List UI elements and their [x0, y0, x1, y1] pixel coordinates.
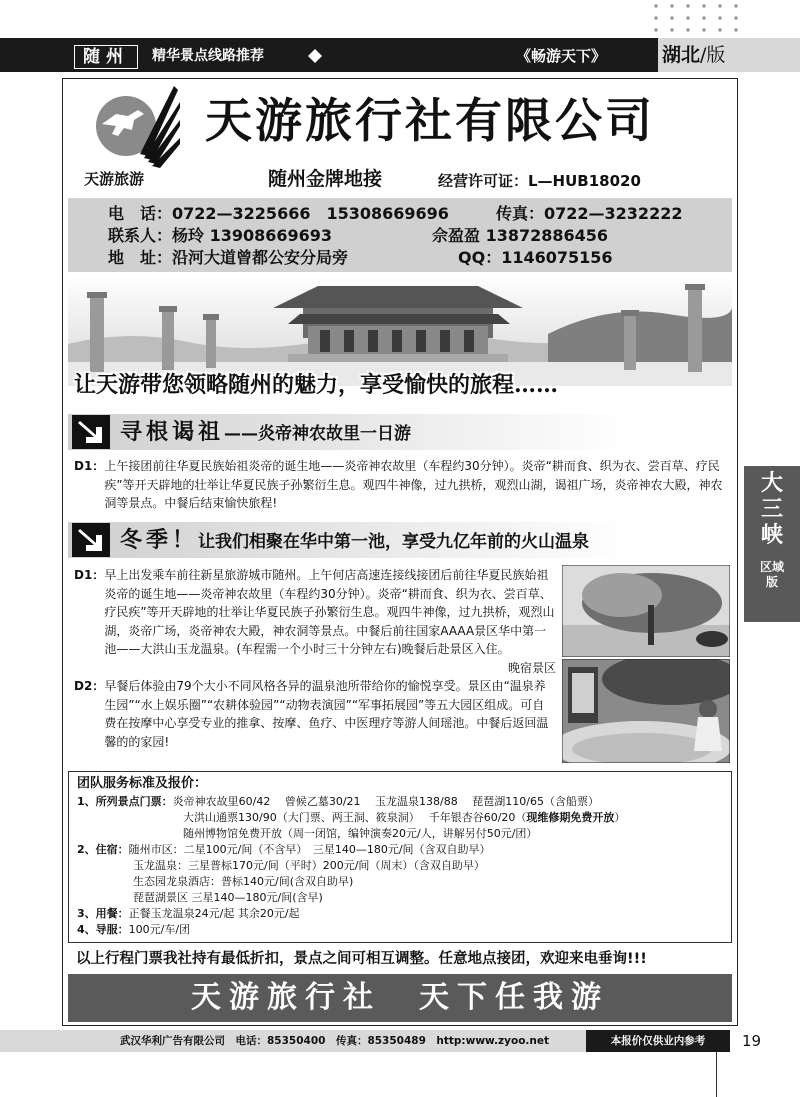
price-line-hotel — [77, 842, 491, 857]
side-tab-subtitle: 区域版 — [759, 560, 784, 589]
page-number: 19 — [742, 1032, 762, 1050]
price-line-tickets-2 — [183, 810, 625, 825]
contact-qq: QQ：1146075156 — [458, 248, 613, 267]
route2-itinerary — [74, 566, 556, 751]
price-tickets-2a: 大洪山通票130/90（大门票、两王洞、筱泉洞） 千年银杏谷60/20（ — [183, 811, 527, 824]
diamond-icon — [307, 48, 323, 64]
price-label-guide: 4、导服： — [77, 923, 129, 936]
decorative-dots — [648, 0, 748, 36]
header-city: 随州 — [74, 45, 138, 69]
route1-itinerary — [74, 457, 730, 513]
route2-title: 冬季！ — [120, 527, 199, 553]
side-tab-title: 大三峡 — [760, 470, 783, 548]
footer-publisher: 武汉华利广告有限公司 电话：85350400 传真：85350489 http:www.zyoo.net — [120, 1035, 550, 1047]
agent-title: 随州金牌地接 — [268, 168, 383, 190]
route2-heading — [120, 525, 589, 557]
contact-person-2: 佘盈盈 13872886456 — [432, 226, 609, 245]
contact-person-1: 联系人：杨玲 13908669693 — [108, 226, 333, 245]
contact-address: 地 址：沿河大道曾都公安分局旁 — [108, 248, 349, 267]
route2-d2-text: 早餐后体验由79个大小不同风格各异的温泉池所带给你的愉悦享受。景区由“温泉养生园”“水上娱乐圈”“农耕体验园”“动物表演园”“军事拓展园”等五大园区组成。可自费在按摩中心享受专业的推拿、按摩、鱼疗、中医理疗等游人间瑶池。中餐后返回温馨的的家园! — [104, 679, 549, 749]
route2-d1-text: 早上出发乘车前往新星旅游城市随州。上午何店高速连接线接团后前往华夏民族始祖炎帝的诞生地——炎帝神农故里（车程约30分钟）。炎帝“耕而食、织为衣、尝百草、疗民疾”等开天辟地的壮举让华夏民族子孙繁衍生息。观四牛神像，过九拱桥，观烈山湖，炎帝广场，炎帝神农大殿，神农洞等景点。中餐后前往国家AAAA景区华中第一池——大洪山玉龙温泉。(车程需一个小时三十分钟左右)晚餐后赴景区入住。 — [104, 568, 555, 656]
footer-disclaimer: 本报价仅供业内参考 — [586, 1030, 730, 1052]
price-line-tickets — [77, 794, 599, 809]
footer-divider — [716, 1052, 717, 1097]
discount-note: 以上行程门票我社持有最低折扣，景点之间可相互调整。任意地点接团，欢迎来电垂询!!! — [76, 951, 647, 967]
company-name: 天游旅行社有限公司 — [205, 94, 655, 149]
price-heading: 团队服务标准及报价： — [77, 776, 208, 791]
route1-day-text: 上午接团前往华夏民族始祖炎帝的诞生地——炎帝神农故里（车程约30分钟）。炎帝“耕而食、织为衣、尝百草、疗民疾”等开天辟地的壮举让华夏民族子孙繁衍生息。观四牛神像，过九拱桥，观烈山湖，谒祖广场，炎帝神农大殿，神农洞等景点。中餐后结束愉快旅程! — [104, 459, 723, 510]
price-label-tickets: 1、所列景点门票： — [77, 795, 173, 808]
price-hotel-3: 生态园龙泉酒店：普标140元/间(含双自助早) — [133, 875, 354, 888]
price-label-hotel: 2、住宿： — [77, 843, 129, 856]
price-tickets-2c: ） — [614, 811, 626, 824]
header-tagline: 精华景点线路推荐 — [152, 48, 264, 64]
arrow-icon — [72, 523, 110, 557]
price-hotel-2: 玉龙温泉：三星普标170元/间（平时）200元/间（周末）（含双自助早） — [133, 859, 485, 872]
price-hotel-4: 琵琶湖景区 三星140—180元/间(含早) — [133, 891, 323, 904]
header-region — [662, 40, 725, 70]
arrow-icon — [72, 415, 110, 449]
price-line-meals — [77, 906, 300, 921]
price-tickets: 炎帝神农故里60/42 曾候乙墓30/21 玉龙温泉138/88 琵琶湖110/65（含船票） — [172, 795, 599, 808]
price-tickets-2b: 现维修期免费开放 — [526, 811, 615, 824]
price-guide: 100元/车/团 — [128, 923, 191, 936]
price-box — [68, 771, 732, 943]
route2-d1-label: D1： — [74, 568, 105, 582]
price-hotel-1: 随州市区：二星100元/间（不含早） 三星140—180元/间（含双自助早） — [128, 843, 491, 856]
price-meals: 正餐玉龙温泉24元/起 其余20元/起 — [128, 907, 300, 920]
route2-d1-block — [104, 566, 556, 677]
route1-title: 寻根谒祖 — [120, 419, 225, 445]
route2-subtitle: 让我们相聚在华中第一池，享受九亿年前的火山温泉 — [198, 532, 590, 552]
region-suffix: /版 — [700, 44, 726, 66]
winter-park-photo — [562, 565, 730, 657]
route2-d2-label: D2： — [74, 679, 105, 693]
price-tickets-3: 随州博物馆免费开放（周一闭馆，编钟演奏20元/人，讲解另付50元/团） — [183, 827, 538, 840]
header-series: 《畅游天下》 — [516, 47, 607, 65]
region-name: 湖北 — [662, 44, 701, 66]
price-line-guide — [77, 922, 190, 937]
hot-spring-photo — [562, 659, 730, 763]
price-label-meals: 3、用餐： — [77, 907, 129, 920]
slogan: 让天游带您领略随州的魅力，享受愉快的旅程…… — [74, 372, 559, 398]
route1-subtitle: ——炎帝神农故里一日游 — [224, 424, 412, 444]
route1-day-label: D1： — [74, 459, 105, 473]
route1-heading — [120, 417, 411, 449]
route2-d1-stay: 晚宿景区 — [507, 660, 556, 675]
motto: 天游旅行社 天下任我游 — [191, 980, 609, 1015]
license-number: 经营许可证：L—HUB18020 — [438, 172, 641, 190]
contact-phone: 电 话：0722—3225666 15308669696 — [108, 204, 449, 223]
logo-text: 天游旅游 — [84, 170, 145, 188]
company-logo — [82, 84, 182, 194]
contact-fax: 传真：0722—3232222 — [496, 204, 683, 223]
contact-panel — [68, 198, 732, 272]
